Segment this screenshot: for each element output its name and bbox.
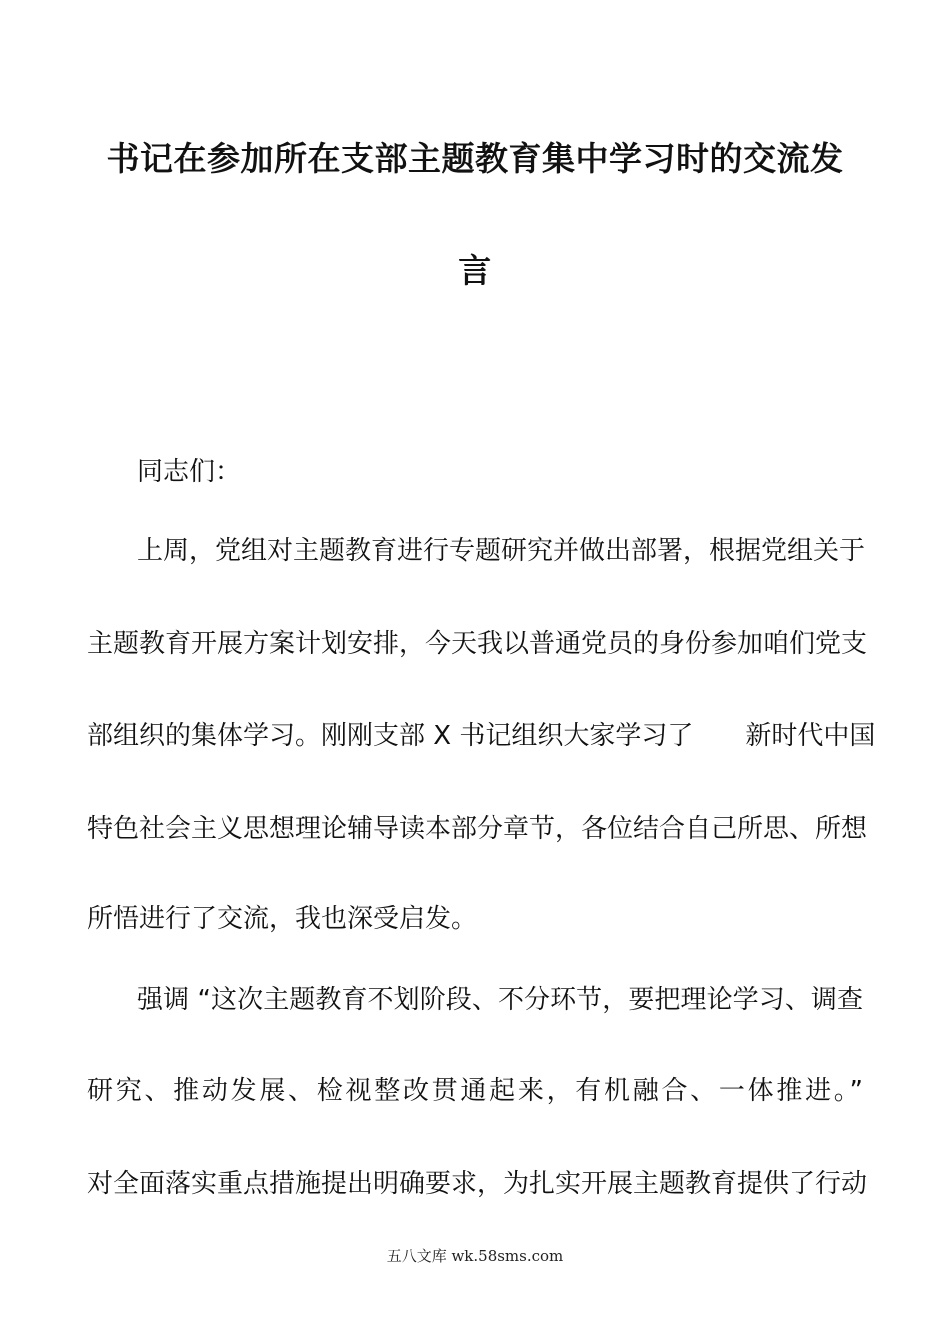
body-line: 主题教育开展方案计划安排，今天我以普通党员的身份参加咱们党支 [87,629,868,659]
body-line: 特色社会主义思想理论辅导读本部分章节，各位结合自己所思、所想 [87,814,868,844]
body-line: 研究、推动发展、检视整改贯通起来，有机融合、一体推进。” [87,1076,863,1106]
body-line: 上周，党组对主题教育进行专题研究并做出部署，根据党组关于 [137,536,866,566]
body-line: 对全面落实重点措施提出明确要求，为扎实开展主题教育提供了行动 [87,1169,868,1199]
body-line: 部组织的集体学习。刚刚支部 X 书记组织大家学习了 新时代中国 [87,721,876,751]
body-line: 强调 “这次主题教育不划阶段、不分环节，要把理论学习、调查 [137,985,863,1015]
salutation: 同志们： [137,457,242,487]
document-title-line-1: 书记在参加所在支部主题教育集中学习时的交流发 [106,139,844,178]
body-line: 所悟进行了交流，我也深受启发。 [87,904,478,934]
page-footer-watermark: 五八文库 wk.58sms.com [386,1247,564,1265]
document-title-line-2: 言 [458,251,492,290]
